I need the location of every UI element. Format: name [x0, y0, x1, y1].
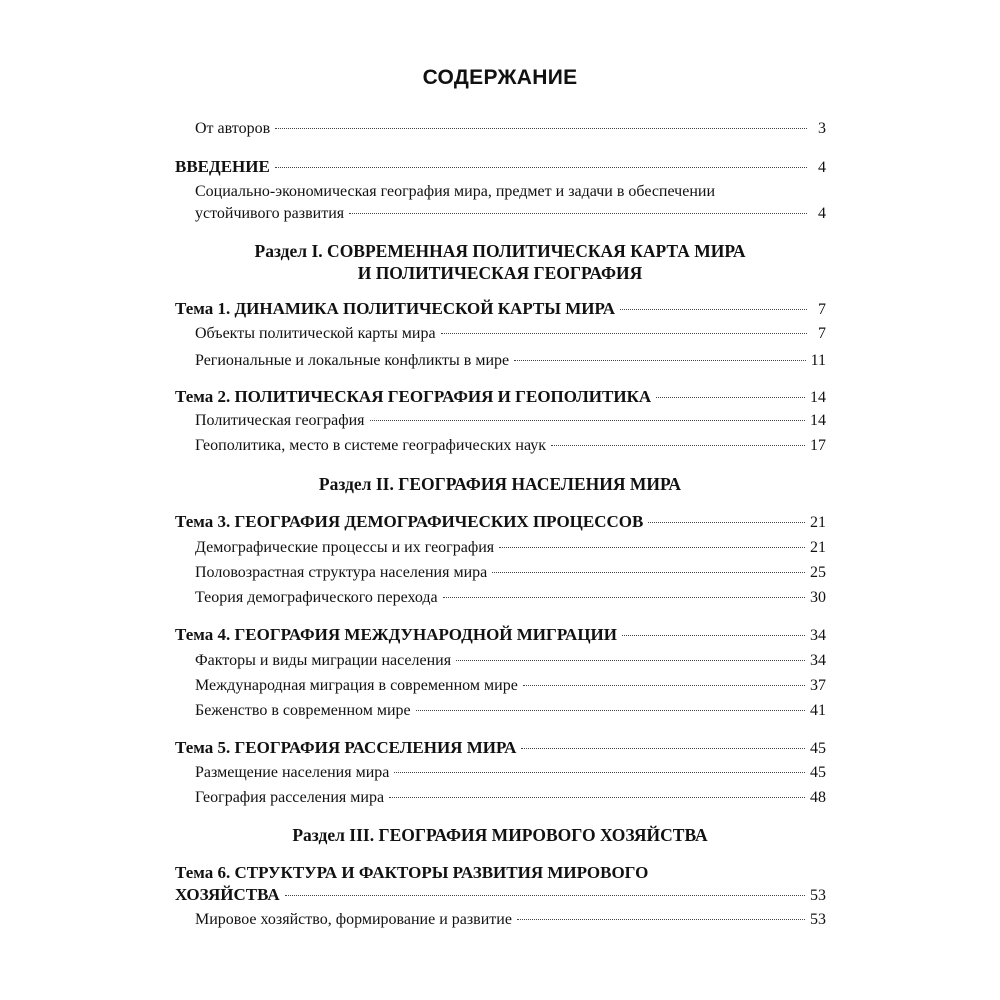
toc-subitem[interactable] — [195, 435, 826, 457]
toc-subitem-title: Факторы и виды миграции населения — [195, 652, 452, 669]
toc-page-number: 48 — [810, 789, 826, 806]
dot-leader — [275, 128, 807, 129]
toc-topic-1[interactable] — [175, 298, 826, 321]
dot-leader — [656, 397, 805, 398]
toc-subitem[interactable] — [195, 562, 826, 584]
toc-entry-intro-subitem[interactable] — [195, 203, 826, 225]
toc-topic-2[interactable] — [175, 386, 826, 409]
toc-subitem-title: География расселения мира — [195, 789, 385, 806]
toc-page-number: 53 — [810, 911, 826, 928]
dot-leader — [394, 772, 805, 773]
section-heading-1-line2: И ПОЛИТИЧЕСКАЯ ГЕОГРАФИЯ — [357, 263, 643, 283]
dot-leader — [492, 572, 805, 573]
toc-subitem[interactable] — [195, 787, 826, 809]
toc-subitem[interactable] — [195, 909, 826, 931]
dot-leader — [456, 660, 805, 661]
toc-topic-6[interactable] — [175, 884, 826, 907]
toc-subitem-title: Теория демографического перехода — [195, 589, 438, 606]
toc-topic-5[interactable] — [175, 737, 826, 760]
toc-page-number: 34 — [810, 627, 826, 644]
toc-page-number: 21 — [810, 514, 826, 531]
dot-leader — [551, 445, 805, 446]
dot-leader — [648, 522, 805, 523]
toc-subitem-title: Региональные и локальные конфликты в мире — [195, 352, 510, 369]
toc-page-number: 14 — [810, 412, 826, 429]
toc-page-number: 7 — [818, 325, 826, 342]
section-heading-2: Раздел II. ГЕОГРАФИЯ НАСЕЛЕНИЯ МИРА — [318, 474, 682, 494]
dot-leader — [521, 748, 805, 749]
toc-page-number: 45 — [810, 764, 826, 781]
toc-topic-title: Тема 5. ГЕОГРАФИЯ РАССЕЛЕНИЯ МИРА — [175, 738, 517, 757]
dot-leader — [499, 547, 805, 548]
toc-subitem-title: Беженство в современном мире — [195, 702, 411, 719]
page-title: СОДЕРЖАНИЕ — [422, 66, 578, 89]
toc-entry-title: От авторов — [195, 120, 271, 137]
toc-subitem[interactable] — [195, 650, 826, 672]
toc-subitem-title: Объекты политической карты мира — [195, 325, 436, 342]
toc-subitem[interactable] — [195, 323, 826, 345]
toc-topic-title: Тема 1. ДИНАМИКА ПОЛИТИЧЕСКОЙ КАРТЫ МИРА — [175, 299, 615, 318]
toc-subitem-title: Политическая география — [195, 412, 365, 429]
toc-subitem-title: Демографические процессы и их география — [195, 539, 495, 556]
dot-leader — [416, 710, 805, 711]
dot-leader — [523, 685, 805, 686]
toc-subitem[interactable] — [195, 537, 826, 559]
dot-leader — [620, 309, 807, 310]
toc-page-number: 4 — [818, 205, 826, 222]
toc-page-number: 30 — [810, 589, 826, 606]
toc-entry-title: ВВЕДЕНИЕ — [175, 157, 270, 176]
toc-subitem[interactable] — [195, 350, 826, 372]
dot-leader — [514, 360, 805, 361]
dot-leader — [285, 895, 805, 896]
toc-topic-title: Тема 3. ГЕОГРАФИЯ ДЕМОГРАФИЧЕСКИХ ПРОЦЕССОВ — [175, 512, 644, 531]
toc-page-number: 17 — [810, 437, 826, 454]
toc-subitem-title: Международная миграция в современном мире — [195, 677, 518, 694]
dot-leader — [441, 333, 807, 334]
dot-leader — [370, 420, 806, 421]
toc-page-number: 41 — [810, 702, 826, 719]
toc-page-number: 7 — [818, 301, 826, 318]
toc-topic-3[interactable] — [175, 511, 826, 534]
toc-entry-introduction[interactable] — [175, 156, 826, 179]
toc-page-number: 53 — [810, 887, 826, 904]
toc-topic-6-line1: Тема 6. СТРУКТУРА И ФАКТОРЫ РАЗВИТИЯ МИРОВОГО — [175, 863, 649, 882]
toc-topic-title: Тема 2. ПОЛИТИЧЕСКАЯ ГЕОГРАФИЯ И ГЕОПОЛИТИКА — [175, 387, 652, 406]
dot-leader — [517, 919, 805, 920]
toc-topic-title-line2: ХОЗЯЙСТВА — [175, 885, 280, 904]
toc-entry-from-authors[interactable] — [195, 118, 826, 140]
toc-page-number: 11 — [810, 352, 826, 369]
toc-subitem[interactable] — [195, 762, 826, 784]
toc-subitem[interactable] — [195, 410, 826, 432]
toc-entry-title-line2: устойчивого развития — [195, 205, 345, 222]
toc-entry-title-line1: Социально-экономическая география мира, предмет и задачи в обеспечении — [195, 183, 716, 200]
toc-subitem-title: Геополитика, место в системе географических наук — [195, 437, 547, 454]
dot-leader — [275, 167, 807, 168]
toc-page-number: 25 — [810, 564, 826, 581]
toc-subitem[interactable] — [195, 675, 826, 697]
toc-topic-4[interactable] — [175, 624, 826, 647]
dot-leader — [443, 597, 805, 598]
toc-page-number: 37 — [810, 677, 826, 694]
toc-subitem-title: Размещение населения мира — [195, 764, 390, 781]
dot-leader — [622, 635, 805, 636]
dot-leader — [349, 213, 807, 214]
toc-subitem[interactable] — [195, 700, 826, 722]
toc-page-number: 14 — [810, 389, 826, 406]
toc-page-number: 21 — [810, 539, 826, 556]
toc-subitem[interactable] — [195, 587, 826, 609]
toc-page-number: 34 — [810, 652, 826, 669]
section-heading-3: Раздел III. ГЕОГРАФИЯ МИРОВОГО ХОЗЯЙСТВА — [292, 825, 708, 845]
toc-page-number: 45 — [810, 740, 826, 757]
toc-page-number: 3 — [818, 120, 826, 137]
dot-leader — [389, 797, 805, 798]
toc-page-number: 4 — [818, 159, 826, 176]
toc-subitem-title: Мировое хозяйство, формирование и развитие — [195, 911, 512, 928]
toc-subitem-title: Половозрастная структура населения мира — [195, 564, 488, 581]
section-heading-1-line1: Раздел I. СОВРЕМЕННАЯ ПОЛИТИЧЕСКАЯ КАРТА МИРА — [254, 241, 746, 261]
toc-topic-title: Тема 4. ГЕОГРАФИЯ МЕЖДУНАРОДНОЙ МИГРАЦИИ — [175, 625, 617, 644]
